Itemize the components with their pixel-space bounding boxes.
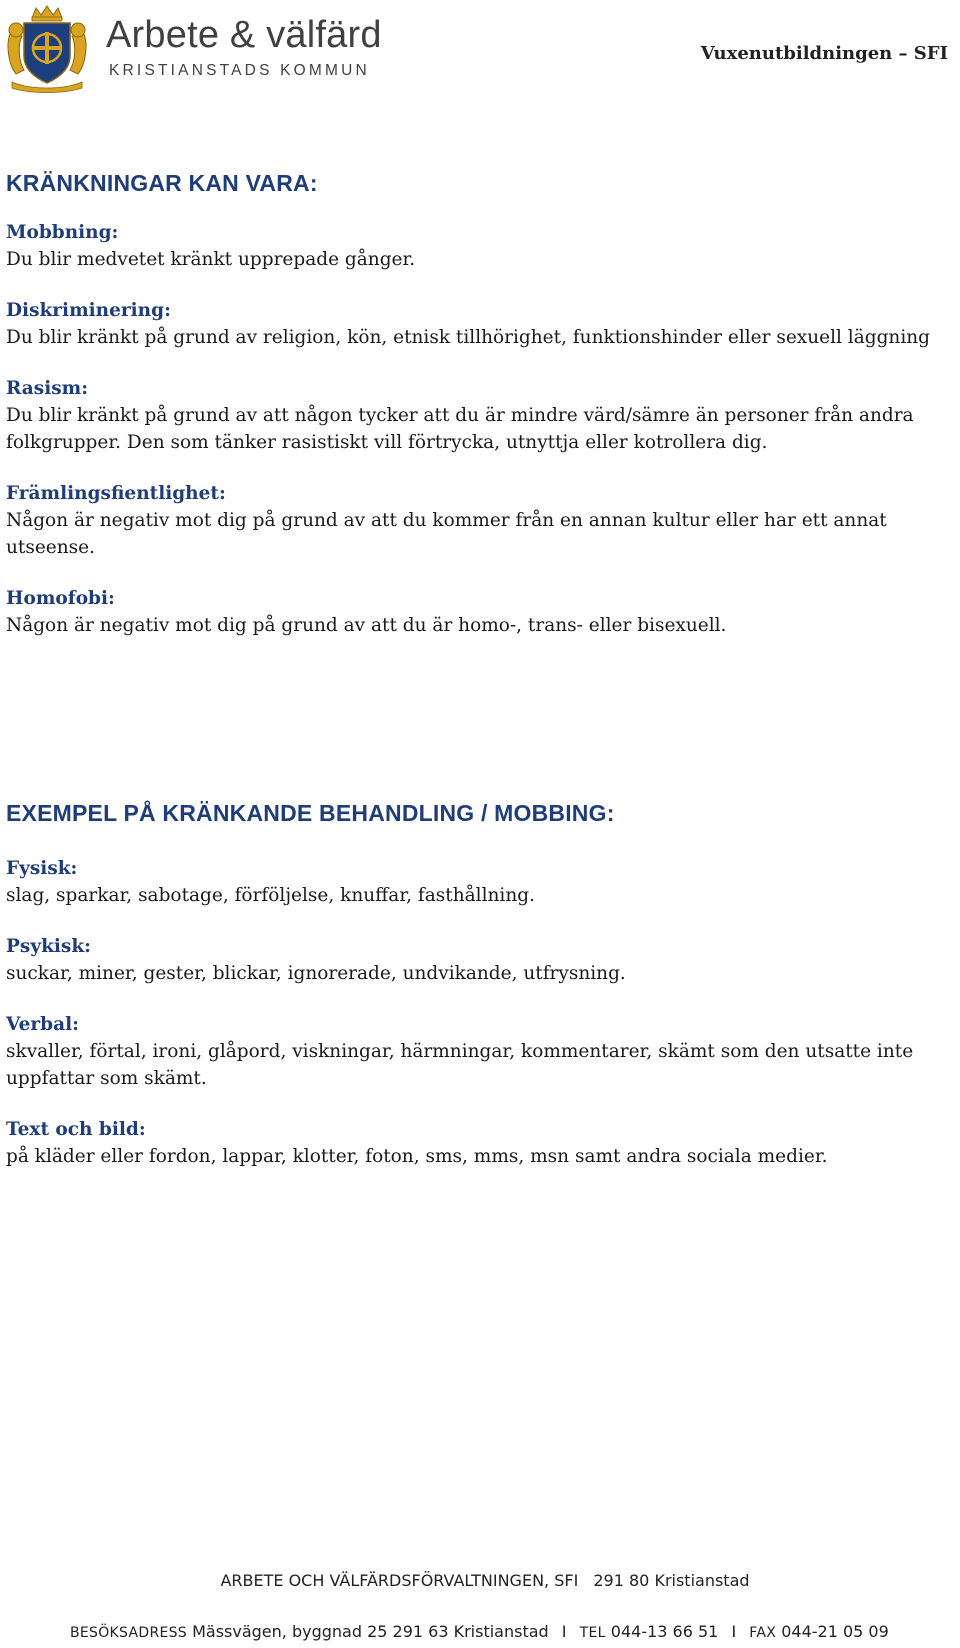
entry-text-och-bild (6, 1116, 951, 1170)
entry-text: Någon är negativ mot dig på grund av att du är homo-, trans- eller bisexuell. (6, 615, 727, 636)
footer-tel: 044-13 66 51 (610, 1622, 719, 1641)
entry-term: Diskriminering: (6, 300, 171, 321)
footer-separator: I (561, 1622, 567, 1641)
entry-rasism (6, 375, 951, 456)
entry-diskriminering (6, 297, 951, 351)
entry-text: Du blir kränkt på grund av religion, kön, etnisk tillhörighet, funktionshinder eller sexuell läggning (6, 327, 930, 348)
entry-term: Text och bild: (6, 1119, 146, 1140)
entry-text: Du blir kränkt på grund av att någon tycker att du är mindre värd/sämre än personer från andra folkgrupper. Den som tänker rasistiskt vill förtrycka, utnyttja eller kotrollera dig. (6, 405, 914, 453)
entry-text: suckar, miner, gester, blickar, ignorerade, undvikande, utfrysning. (6, 963, 626, 984)
entry-term: Psykisk: (6, 936, 91, 957)
coat-of-arms-icon (4, 4, 90, 94)
brand-subtitle: KRISTIANSTADS KOMMUN (109, 62, 370, 79)
entry-term: Mobbning: (6, 222, 119, 243)
entry-term: Verbal: (6, 1014, 79, 1035)
entry-text: Du blir medvetet kränkt upprepade gånger. (6, 249, 416, 270)
entry-fysisk (6, 855, 951, 909)
entry-verbal (6, 1011, 951, 1092)
entry-term: Fysisk: (6, 858, 78, 879)
footer-visit-label: BESÖKSADRESS (70, 1625, 187, 1641)
footer-org-name: ARBETE OCH VÄLFÄRDSFÖRVALTNINGEN, SFI (220, 1571, 579, 1590)
entry-term: Rasism: (6, 378, 89, 399)
entry-text: slag, sparkar, sabotage, förföljelse, knuffar, fasthållning. (6, 885, 535, 906)
footer-separator: I (731, 1622, 737, 1641)
footer-org-postal: 291 80 Kristianstad (593, 1571, 750, 1590)
brand-title: Arbete & välfärd (106, 14, 382, 56)
entry-psykisk (6, 933, 951, 987)
page-header (0, 0, 960, 110)
entry-term: Homofobi: (6, 588, 115, 609)
entry-term: Främlingsfientlighet: (6, 483, 226, 504)
footer-fax: 044-21 05 09 (781, 1622, 889, 1641)
department-label: Vuxenutbildningen – SFI (700, 43, 948, 64)
section-heading-examples: EXEMPEL PÅ KRÄNKANDE BEHANDLING / MOBBING: (6, 800, 615, 826)
offense-list (6, 219, 951, 663)
footer-fax-label: FAX (749, 1625, 777, 1641)
entry-homofobi (6, 585, 951, 639)
footer-contact (70, 1622, 889, 1641)
entry-text: skvaller, förtal, ironi, glåpord, viskningar, härmningar, kommentarer, skämt som den utsatte inte uppfattar som skämt. (6, 1041, 914, 1089)
footer-visit-address: Mässvägen, byggnad 25 291 63 Kristianstad (192, 1622, 549, 1641)
entry-mobbning (6, 219, 951, 273)
entry-text: Någon är negativ mot dig på grund av att du kommer från en annan kultur eller har ett annat utseense. (6, 510, 887, 558)
section-heading-offenses: KRÄNKNINGAR KAN VARA: (6, 170, 318, 196)
footer-organization (0, 1571, 960, 1590)
entry-text: på kläder eller fordon, lappar, klotter, foton, sms, mms, msn samt andra sociala medier. (6, 1146, 828, 1167)
entry-framlingsfientlighet (6, 480, 951, 561)
footer-tel-label: TEL (579, 1625, 606, 1641)
examples-list (6, 855, 951, 1194)
